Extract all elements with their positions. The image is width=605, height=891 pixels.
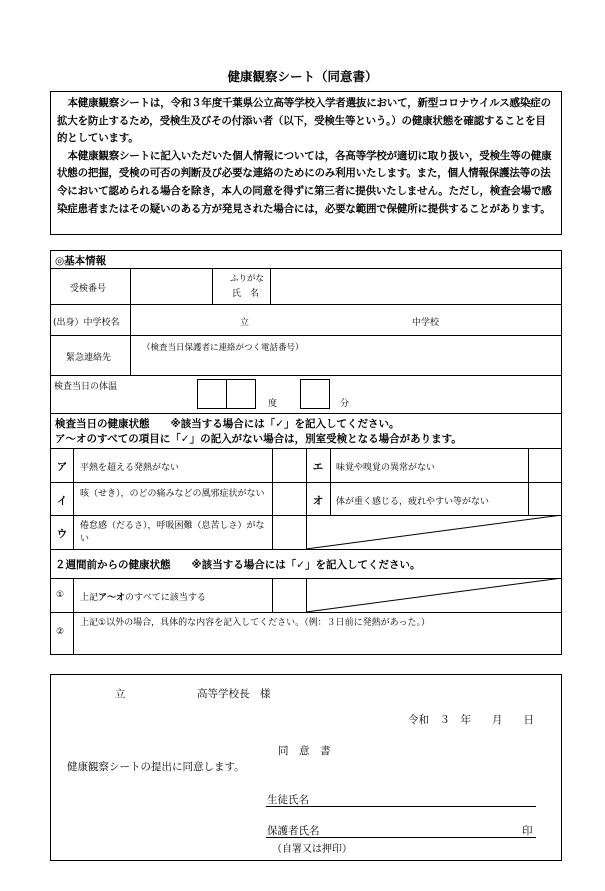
emergency-phone-field[interactable] [131,352,561,374]
consent-heading: 同 意 書 [278,745,331,757]
furigana-label: ふりがな [230,274,265,284]
exam-number-field[interactable] [131,269,211,303]
row-1-diagonal [306,578,562,612]
item-o-letter: オ [312,495,324,507]
row-1-number: ① [56,590,65,600]
item-a-checkbox[interactable] [273,449,305,481]
minute-unit: 分 [340,399,350,409]
school-suffix: 中学校 [412,318,440,328]
school-label: (出身）中学校名 [53,318,120,328]
row-2-text: 上記①以外の場合，具体的な内容を記入してください。（例：３日前に発熱があった。） [80,618,430,628]
item-u-text: 倦怠感（だるさ），呼吸困難（息苦しさ）がない [80,521,265,544]
seal-mark: 印 [522,825,533,837]
item-i-text: 咳（せき），のどの痛みなどの風邪症状がない [80,489,265,499]
temperature-digit-1[interactable] [197,379,227,409]
student-signature-line[interactable] [266,806,536,807]
item-a-text: 平熱を超える発熱がない [80,463,180,473]
intro-paragraph-2: 本健康観察シートに記入いただいた個人情報については，各高等学校が適切に取り扱い，受検生等の健康状態の把握，受検の可否の判断及び必要な連絡のためにのみ利用いたします。また，個人情報保護法等の法令において認められる場合を除き，本人の同意を得ずに第三者に提供いたしません。ただし，検査会場で感染症患者またはその疑いのある方が発見された場合には，必要な範囲で保健所に提供することがあります。 [57,149,552,215]
exam-number-label: 受検番号 [70,284,107,294]
emergency-contact-label: 緊急連絡先 [66,353,112,363]
guardian-signature-line[interactable] [266,837,536,838]
health-today-header: 検査当日の健康状態 ※該当する場合には「✓」を記入してください。 [55,418,400,430]
school-name-field[interactable] [131,305,561,334]
name-label: 氏 名 [232,289,260,299]
item-e-text: 味覚や嗅覚の異常がない [336,463,436,473]
row-1-checkbox[interactable] [273,579,305,611]
emergency-contact-note: （検査当日保護者に連絡がつく電話番号） [142,343,304,353]
student-name-field[interactable] [271,269,561,303]
two-weeks-header: ２週間前からの健康状態 ※該当する場合には「✓」を記入してください。 [55,559,421,571]
consent-date: 令和 ３ 年 月 日 [408,714,534,726]
row-1-text: 上記ア～オのすべてに該当する [80,593,206,603]
row-2-number: ② [56,627,65,637]
temperature-label: 検査当日の体温 [54,382,118,392]
item-e-letter: エ [312,461,324,473]
item-o-text: 体が重く感じる，疲れやすい等がない [336,497,490,507]
item-u-letter: ウ [56,528,68,540]
item-u-checkbox[interactable] [273,516,305,548]
row-2-detail-field[interactable] [74,630,561,654]
intro-paragraph-1: 本健康観察シートは，令和３年度千葉県公立高等学校入学者選抜において，新型コロナウイルス感染症の拡大を防止するため，受検生及びその付添い者（以下，受検生等という。）の健康状態を確認することを目的としています。 [57,97,551,145]
degree-unit: 度 [268,399,278,409]
item-o-checkbox[interactable] [529,483,561,514]
intro-box [50,91,562,235]
page-title: 健康観察シート（同意書） [227,69,378,84]
empty-cell-diagonal [306,515,562,549]
student-name-label: 生徒氏名 [267,794,309,806]
consent-ritsu: 立 [115,688,126,700]
consent-statement: 健康観察シートの提出に同意します。 [67,761,245,773]
school-ritsu: 立 [240,318,250,328]
item-a-letter: ア [56,461,68,473]
temperature-digit-2[interactable] [226,379,256,409]
item-e-checkbox[interactable] [529,449,561,481]
consent-principal: 高等学校長 様 [197,688,271,700]
guardian-name-label: 保護者氏名 [267,825,320,837]
health-today-note: ア～オのすべての項目に「✓」の記入がない場合は，別室受検となる場合があります。 [55,433,462,445]
basic-info-header: ◎基本情報 [55,255,107,267]
item-i-letter: イ [56,495,68,507]
seal-note: （自署又は押印） [272,844,352,855]
temperature-decimal[interactable] [300,379,330,409]
item-i-checkbox[interactable] [273,483,305,514]
